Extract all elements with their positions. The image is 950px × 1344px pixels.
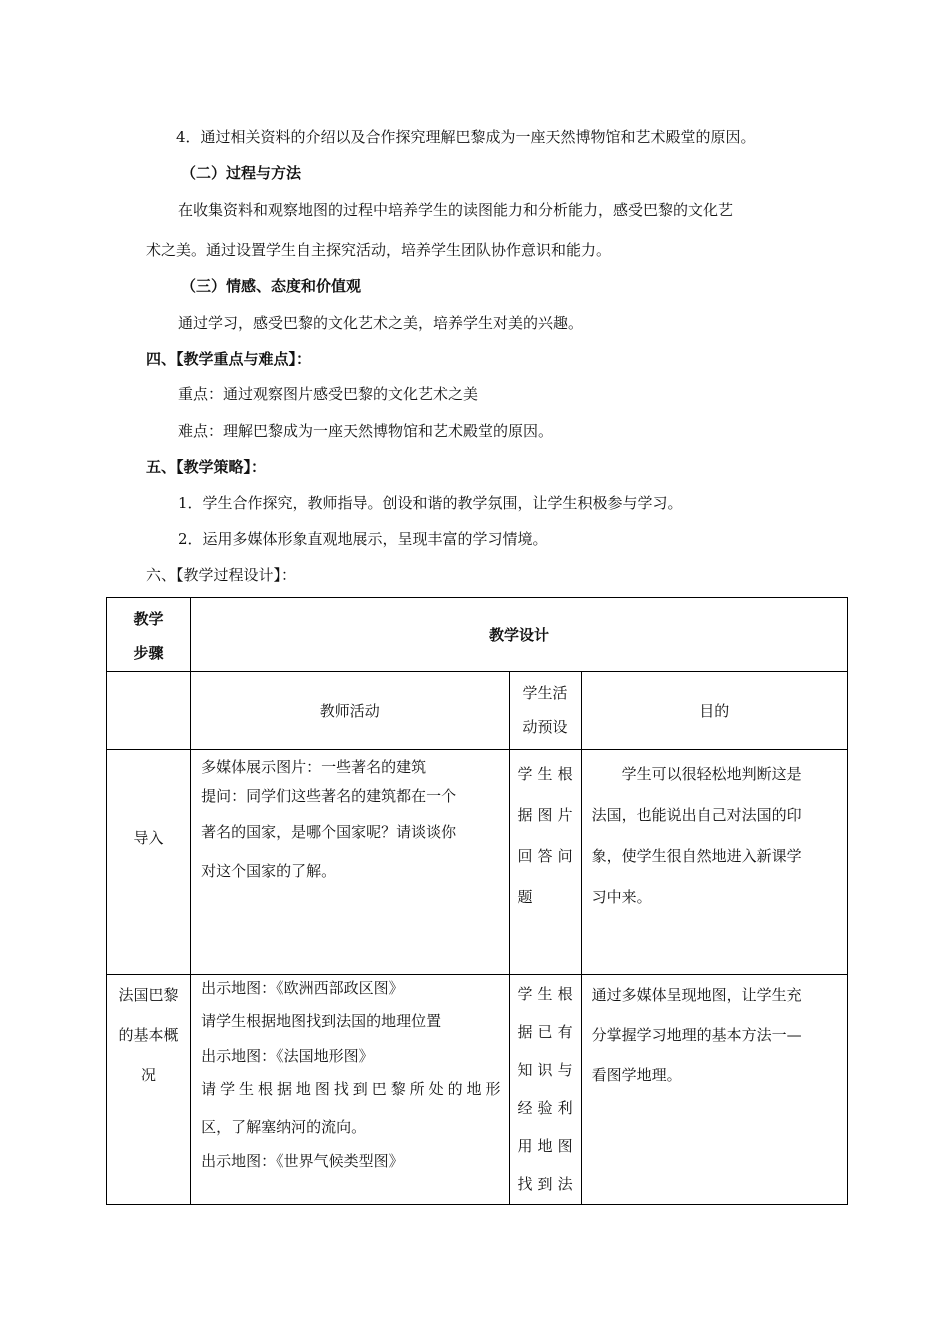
intro-purpose-line: 习中来。 (591, 888, 652, 906)
intro-teacher-line: 著名的国家，是哪个国家呢？请谈谈你 (201, 823, 457, 841)
header-step-line: 教学 (133, 610, 164, 628)
overview-step-line: 的基本概 (118, 1026, 179, 1044)
overview-step-line: 况 (141, 1066, 157, 1084)
overview-student-line: 用地图 (517, 1137, 573, 1155)
overview-student-line: 知识与 (517, 1061, 573, 1079)
overview-purpose-line: 通过多媒体呈现地图，让学生充 (591, 986, 802, 1004)
heading-process-method: （二）过程与方法 (181, 164, 302, 182)
intro-student-line: 学生根 (517, 765, 573, 783)
key-point: 重点：通过观察图片感受巴黎的文化艺术之美 (178, 385, 479, 403)
overview-student-line: 经验利 (517, 1099, 573, 1117)
overview-teacher-line: 出示地图：《世界气候类型图》 (201, 1152, 404, 1170)
overview-teacher-line: 区，了解塞纳河的流向。 (201, 1118, 367, 1136)
header-step-line: 步骤 (133, 644, 164, 662)
subheader-teacher-label: 教师活动 (319, 701, 380, 720)
intro-teacher-line: 多媒体展示图片：一些著名的建筑 (201, 758, 427, 776)
intro-purpose-line: 象，使学生很自然地进入新课学 (591, 847, 802, 865)
subheader-purpose-cell (581, 672, 847, 750)
heading-strategy: 五、【教学策略】： (146, 458, 267, 476)
header-design-label: 教学设计 (489, 625, 550, 644)
subheader-empty-cell (107, 672, 191, 750)
table-row-intro (107, 750, 848, 975)
overview-teacher-line: 出示地图：《法国地形图》 (201, 1047, 374, 1065)
intro-teacher-line: 对这个国家的了解。 (201, 862, 337, 880)
overview-teacher-line: 出示地图：《欧洲西部政区图》 (201, 979, 404, 997)
process-method-line1: 在收集资料和观察地图的过程中培养学生的读图能力和分析能力，感受巴黎的文化艺 (178, 201, 734, 219)
strategy-2: 2．运用多媒体形象直观地展示，呈现丰富的学习情境。 (178, 530, 548, 548)
intro-student-line: 回答问 (517, 847, 573, 865)
overview-teacher-line: 请学生根据地图找到法国的地理位置 (201, 1012, 442, 1030)
overview-student-line: 学生根 (517, 985, 573, 1003)
intro-teacher-line: 提问：同学们这些著名的建筑都在一个 (201, 787, 457, 805)
difficult-point: 难点：理解巴黎成为一座天然博物馆和艺术殿堂的原因。 (178, 422, 554, 440)
intro-teacher-cell (191, 750, 509, 975)
overview-student-line: 据已有 (517, 1023, 573, 1041)
table-header-row (107, 598, 848, 672)
intro-student-line: 据图片 (517, 806, 573, 824)
heading-key-difficult: 四、【教学重点与难点】： (146, 350, 312, 368)
subheader-teacher-cell (191, 672, 509, 750)
overview-step-cell (107, 975, 191, 1205)
overview-purpose-line: 看图学地理。 (591, 1066, 682, 1084)
intro-student-line: 题 (517, 888, 533, 906)
table-subheader-row (107, 672, 848, 750)
subheader-student-cell (509, 672, 581, 750)
table-row-overview (107, 975, 848, 1205)
overview-teacher-line: 请学生根据地图找到巴黎所处的地形 (201, 1080, 501, 1098)
intro-purpose-line: 学生可以很轻松地判断这是 (591, 765, 802, 783)
intro-step-cell (107, 750, 191, 975)
overview-teacher-cell (191, 975, 509, 1205)
heading-process-design: 六、【教学过程设计】： (146, 566, 297, 584)
overview-purpose-cell (581, 975, 847, 1205)
intro-student-cell (509, 750, 581, 975)
emotion-values-text: 通过学习，感受巴黎的文化艺术之美，培养学生对美的兴趣。 (178, 314, 584, 332)
overview-step-line: 法国巴黎 (118, 986, 179, 1004)
strategy-1: 1．学生合作探究，教师指导。创设和谐的教学氛围，让学生积极参与学习。 (178, 494, 683, 512)
overview-student-line: 找到法 (517, 1175, 573, 1193)
process-method-line2: 术之美。通过设置学生自主探究活动，培养学生团队协作意识和能力。 (146, 241, 612, 259)
intro-step-label: 导入 (133, 829, 164, 847)
intro-purpose-cell (581, 750, 847, 975)
objective-4: 4．通过相关资料的介绍以及合作探究理解巴黎成为一座天然博物馆和艺术殿堂的原因。 (176, 128, 756, 146)
overview-purpose-line: 分掌握学习地理的基本方法一— (591, 1026, 802, 1044)
lesson-plan-table (106, 597, 848, 1205)
intro-purpose-line: 法国，也能说出自己对法国的印 (591, 806, 802, 824)
header-step-cell (107, 598, 191, 672)
subheader-purpose-label: 目的 (699, 701, 730, 720)
header-design-cell (191, 598, 848, 672)
subheader-student-line: 动预设 (522, 718, 568, 736)
subheader-student-line: 学生活 (522, 684, 568, 702)
heading-emotion-values: （三）情感、态度和价值观 (181, 277, 362, 295)
overview-student-cell (509, 975, 581, 1205)
